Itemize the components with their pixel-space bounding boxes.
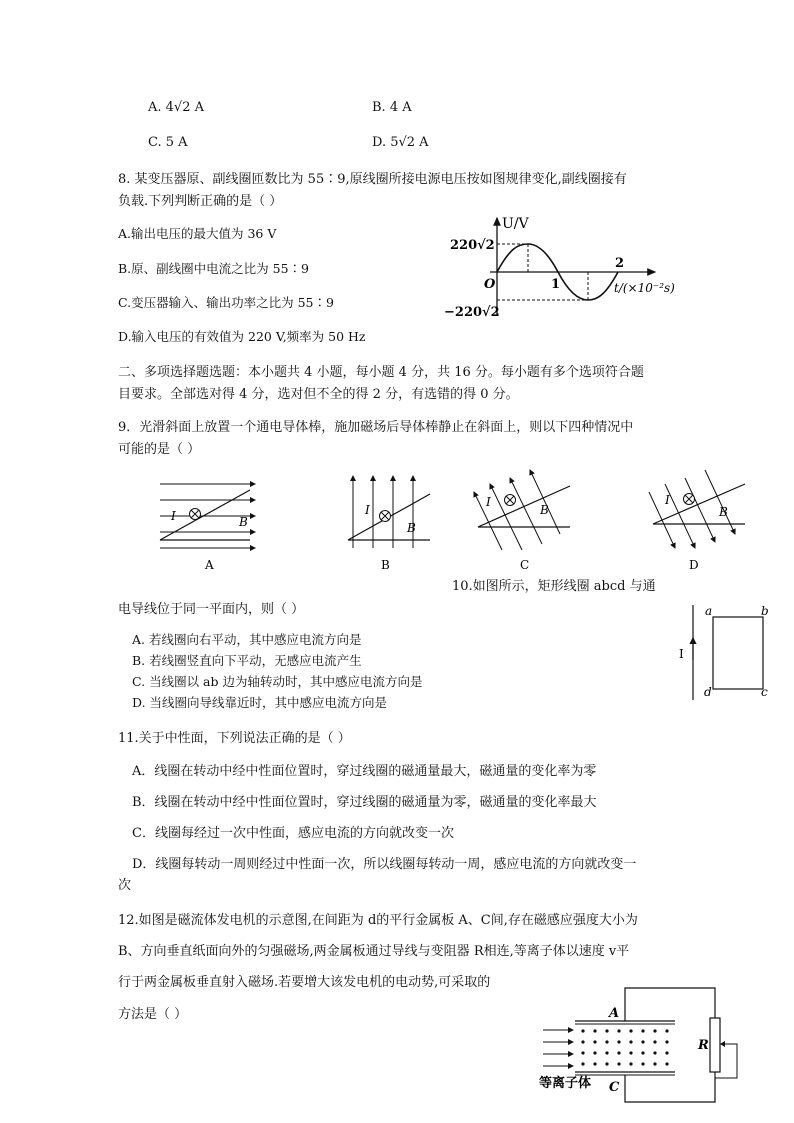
voltage-sine-graph bbox=[440, 208, 690, 320]
tick-2-label: 2 bbox=[615, 256, 625, 271]
q9-figure-b bbox=[345, 470, 435, 575]
q9-stem-line1: 9．光滑斜面上放置一个通电导体棒，施加磁场后导体棒静止在斜面上，则以下四种情况中 bbox=[118, 420, 634, 435]
coil-corner-b: b bbox=[761, 604, 769, 618]
q8-stem-line1: 8. 某变压器原、副线圈匝数比为 55∶9,原线圈所接电源电压按如图规律变化,副线圈接有 bbox=[118, 172, 627, 187]
rectangular-coil bbox=[713, 617, 763, 689]
y-axis-label: U/V bbox=[502, 216, 529, 232]
q9-a-caption: A bbox=[205, 558, 214, 572]
q11-option-b: B．线圈在转动中经中性面位置时，穿过线圈的磁通量为零，磁通量的变化率最大 bbox=[132, 795, 597, 810]
q11-option-d-line1: D．线圈每转动一周则经过中性面一次，所以线圈每转动一周，感应电流的方向就改变一 bbox=[132, 857, 637, 872]
q11-option-d-line2: 次 bbox=[118, 878, 132, 893]
variable-resistor bbox=[710, 1018, 720, 1072]
origin-label: O bbox=[484, 277, 496, 292]
section2-line2: 目要求。全部选对得 4 分，选对但不全的得 2 分，有选错的得 0 分。 bbox=[118, 387, 519, 402]
q9-c-caption: C bbox=[520, 558, 530, 572]
q7-option-b: B. 4 A bbox=[372, 100, 412, 115]
coil-corner-a: a bbox=[705, 604, 713, 618]
q9-a-current-label: I bbox=[171, 509, 176, 523]
q12-line1: 12.如图是磁流体发电机的示意图,在间距为 d的平行金属板 A、C间,存在磁感应强度大小为 bbox=[118, 913, 638, 928]
q8-option-b: B.原、副线圈中电流之比为 55∶9 bbox=[118, 261, 309, 276]
q9-b-current-label: I bbox=[365, 503, 370, 517]
q9-figure-d bbox=[645, 462, 755, 575]
q9-b-caption: B bbox=[381, 558, 390, 572]
q9-d-caption: D bbox=[689, 558, 699, 572]
q11-stem: 11.关于中性面，下列说法正确的是（ ） bbox=[118, 731, 351, 746]
q9-stem-line2: 可能的是（ ） bbox=[118, 442, 201, 457]
plate-a-label: A bbox=[609, 1006, 620, 1021]
wire-current-label: I bbox=[679, 647, 684, 661]
magnetic-field-dots bbox=[581, 1029, 668, 1065]
q9-d-current-label: I bbox=[665, 493, 670, 507]
q10-option-c: C. 当线圈以 ab 边为轴转动时，其中感应电流方向是 bbox=[132, 674, 423, 689]
q7-option-c: C. 5 A bbox=[148, 135, 188, 150]
q10-option-b: B. 若线圈竖直向下平动，无感应电流产生 bbox=[132, 653, 362, 668]
q9-figure-c bbox=[470, 462, 580, 575]
q12-line3: 行于两金属板垂直射入磁场.若要增大该发电机的电动势,可采取的 bbox=[118, 975, 491, 990]
q9-a-field-label: B bbox=[239, 515, 248, 529]
q12-line2: B、方向垂直纸面向外的匀强磁场,两金属板通过导线与变阻器 R相连,等离子体以速度 v平 bbox=[118, 944, 630, 959]
q9-c-field-label: B bbox=[540, 503, 549, 517]
q8-option-d: D.输入电压的有效值为 220 V,频率为 50 Hz bbox=[118, 329, 366, 344]
q8-stem-line2: 负载.下列判断正确的是（ ） bbox=[118, 194, 283, 209]
q9-c-current-label: I bbox=[486, 495, 491, 509]
y-max-label: 220√2 bbox=[450, 238, 495, 253]
q8-option-c: C.变压器输入、输出功率之比为 55∶9 bbox=[118, 295, 334, 310]
q9-b-field-label: B bbox=[407, 521, 416, 535]
plasma-label: 等离子体 bbox=[539, 1076, 592, 1091]
q9-figure-a bbox=[155, 470, 265, 575]
tick-1-label: 1 bbox=[551, 277, 561, 292]
x-axis-label: t/(×10⁻²s) bbox=[614, 281, 675, 295]
q10-stem-line2: 电导线位于同一平面内，则（ ） bbox=[118, 602, 305, 617]
q10-option-d: D. 当线圈向导线靠近时，其中感应电流方向是 bbox=[132, 695, 388, 710]
q10-stem-line1: 10.如图所示，矩形线圈 abcd 与通 bbox=[452, 579, 656, 594]
q8-option-a: A.输出电压的最大值为 36 V bbox=[118, 226, 277, 241]
q9-d-field-label: B bbox=[719, 505, 728, 519]
q7-option-d: D. 5√2 A bbox=[372, 135, 429, 150]
section2-line1: 二、多项选择题选题：本小题共 4 小题，每小题 4 分，共 16 分。每小题有多个选项符合题 bbox=[118, 365, 644, 380]
coil-corner-c: c bbox=[761, 685, 768, 699]
q12-line4: 方法是（ ） bbox=[118, 1007, 188, 1022]
mhd-generator-figure bbox=[535, 984, 745, 1109]
q10-coil-figure bbox=[675, 600, 775, 705]
plate-c-label: C bbox=[609, 1080, 620, 1095]
q11-option-a: A．线圈在转动中经中性面位置时，穿过线圈的磁通量最大，磁通量的变化率为零 bbox=[132, 764, 597, 779]
coil-corner-d: d bbox=[704, 685, 712, 699]
y-min-label: −220√2 bbox=[444, 305, 500, 320]
q7-option-a: A. 4√2 A bbox=[148, 100, 204, 115]
q10-option-a: A. 若线圈向右平动，其中感应电流方向是 bbox=[132, 632, 362, 647]
resistor-label: R bbox=[698, 1038, 709, 1053]
q11-option-c: C．线圈每经过一次中性面，感应电流的方向就改变一次 bbox=[132, 826, 454, 841]
